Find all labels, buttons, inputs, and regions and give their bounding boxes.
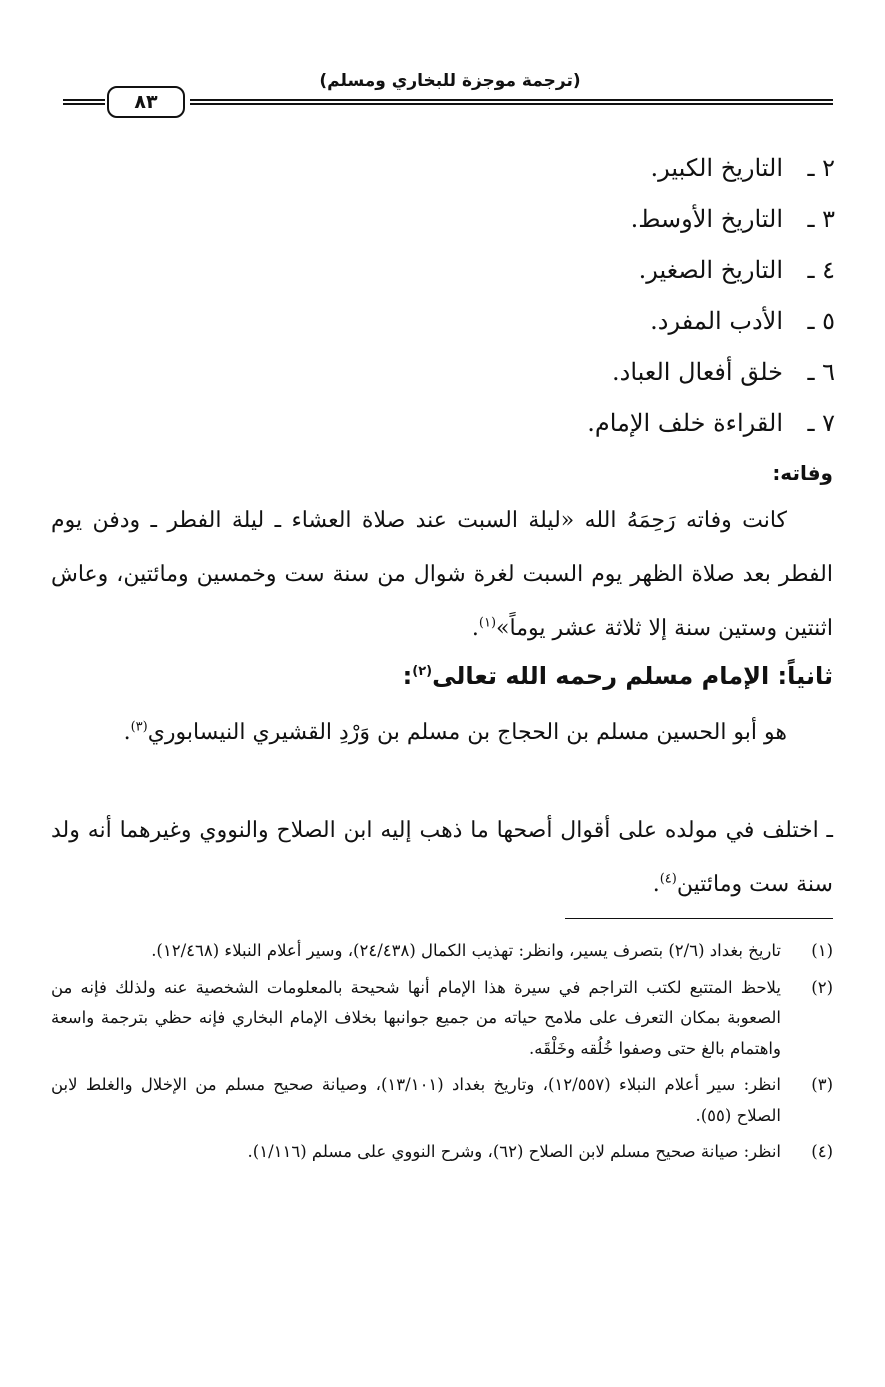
list-item [135, 403, 835, 454]
footnote [51, 1070, 833, 1131]
footnote-text: يلاحظ المتتبع لكتب التراجم في سيرة هذا الإمام أنها شحيحة بالمعلومات الشخصية عنه ولذلك فإنه من الصعوبة بمكان التعرف على ملامح حياته من جميع جوانبها بخلاف الإمام البخاري فإنه حظي بترجمة واسعة واهتمام بالغ حتى وصفوا خُلُقه وخَلْقَه. [51, 977, 781, 1058]
birth-text: ـ اختلف في مولده على أقوال أصحها ما ذهب إليه ابن الصلاح والنووي وغيرهما أنه ولد سنة ست ومائتين [51, 818, 833, 897]
intro-text: هو أبو الحسين مسلم بن الحجاج بن مسلم بن وَرْدِ القشيري النيسابوري [147, 720, 787, 745]
section-title [51, 654, 833, 698]
list-item [135, 301, 835, 352]
header-rule-left [63, 99, 105, 105]
section-title-text: ثانياً: الإمام مسلم رحمه الله تعالى [432, 662, 833, 690]
footnote-number: (١) [811, 941, 833, 960]
running-title: (ترجمة موجزة للبخاري ومسلم) [319, 71, 581, 91]
footnote-separator [565, 918, 833, 919]
footnote [51, 973, 833, 1065]
footnote [51, 1137, 833, 1168]
list-item-number: ٢ ـ [807, 154, 835, 182]
footnote-ref: (٢) [412, 664, 433, 679]
list-item [135, 148, 835, 199]
footnote-number: (٢) [811, 977, 833, 997]
list-item-number: ٣ ـ [807, 205, 835, 233]
list-item-title: القراءة خلف الإمام. [587, 409, 783, 437]
list-item-number: ٦ ـ [807, 358, 835, 386]
wafat-text: كانت وفاته رَحِمَهُ الله «ليلة السبت عند صلاة العشاء ـ ليلة الفطر ـ ودفن يوم الفطر بعد صلاة الظهر يوم السبت لغرة شوال من سنة ست وخمسين ومائتين، وعاش اثنتين وستين سنة إلا ثلاثة عشر يوماً» [51, 508, 833, 641]
list-item-title: التاريخ الأوسط. [630, 205, 783, 233]
footnote [51, 936, 833, 967]
header-rule-right [190, 99, 833, 105]
footnote-ref: (٣) [130, 719, 148, 735]
list-item [135, 250, 835, 301]
wafat-heading: وفاته: [772, 461, 833, 485]
intro-tail: . [123, 720, 131, 745]
footnote-ref: (٤) [659, 871, 677, 887]
wafat-paragraph [51, 494, 833, 656]
wafat-tail: . [471, 616, 479, 641]
list-item-title: خلق أفعال العباد. [612, 358, 783, 386]
footnote-number: (٤) [811, 1142, 833, 1161]
list-item-title: الأدب المفرد. [650, 307, 783, 335]
footnote-text: انظر: صيانة صحيح مسلم لابن الصلاح (٦٢)، وشرح النووي على مسلم (١/١١٦). [247, 1142, 781, 1161]
birth-paragraph [51, 804, 833, 912]
page-number: ٨٣ [107, 86, 185, 118]
list-item-title: التاريخ الصغير. [638, 256, 783, 284]
books-list [135, 148, 835, 454]
list-item-title: التاريخ الكبير. [650, 154, 783, 182]
list-item-number: ٧ ـ [807, 409, 835, 437]
footnote-ref: (١) [478, 615, 497, 631]
footnote-text: تاريخ بغداد (٢/٦) بتصرف يسير، وانظر: تهذيب الكمال (٢٤/٤٣٨)، وسير أعلام النبلاء (١٢/٤٦٨). [151, 941, 781, 960]
section-title-tail: : [402, 662, 413, 690]
footnote-text: انظر: سير أعلام النبلاء (١٢/٥٥٧)، وتاريخ بغداد (١٣/١٠١)، وصيانة صحيح مسلم من الإخلال والغلط لابن الصلاح (٥٥). [51, 1075, 781, 1125]
list-item [135, 199, 835, 250]
footnote-number: (٣) [811, 1075, 833, 1094]
list-item-number: ٥ ـ [807, 307, 835, 335]
list-item [135, 352, 835, 403]
intro-paragraph [51, 706, 833, 760]
birth-tail: . [652, 872, 660, 897]
footnotes [51, 936, 833, 1174]
list-item-number: ٤ ـ [807, 256, 835, 284]
